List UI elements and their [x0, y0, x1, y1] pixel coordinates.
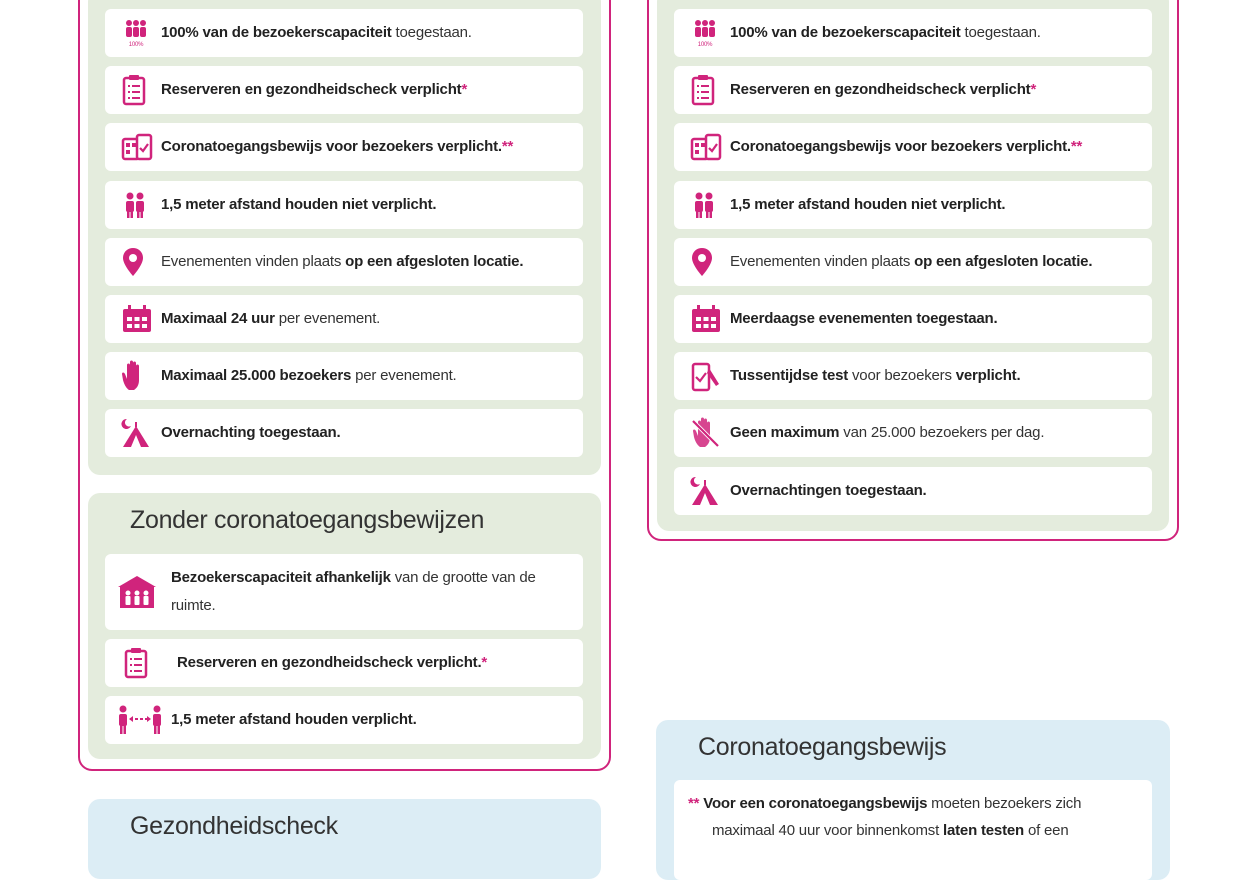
bold-text: op een afgesloten locatie.: [914, 252, 1093, 270]
two-people-icon: [121, 188, 161, 222]
list-item: [105, 9, 583, 57]
pass-info-title: Coronatoegangsbewijs: [698, 733, 947, 761]
bold-text: Reserveren en gezondheidscheck verplicht.: [177, 654, 482, 671]
distance-people-icon: [117, 703, 171, 737]
list-item: [674, 352, 1152, 400]
clipboard-checklist-icon: [117, 646, 177, 680]
pass-info-line-1: [688, 790, 1081, 817]
footnote-marker: *: [1030, 81, 1037, 99]
list-item-text: [161, 191, 436, 219]
bold-text: Maximaal 24 uur: [161, 310, 275, 327]
pass-info-card: [674, 780, 1152, 880]
list-item-text: [730, 305, 997, 333]
bold-text: Bezoekerscapaciteit afhankelijk: [171, 569, 391, 586]
footnote-marker: **: [501, 138, 514, 156]
footnote-marker: **: [688, 795, 700, 812]
phone-test-icon: [690, 359, 730, 393]
bold-text: Coronatoegangsbewijs voor bezoekers verplicht.: [161, 138, 502, 156]
health-check-title: Gezondheidscheck: [130, 812, 338, 840]
list-item-text: [730, 362, 1020, 390]
location-pin-icon: [121, 245, 161, 279]
list-item: [105, 295, 583, 343]
svg-text:100%: 100%: [697, 42, 713, 48]
list-item-text: [730, 477, 927, 505]
regular-text: per evenement.: [274, 310, 381, 327]
regular-text: Evenementen vinden plaats: [161, 252, 346, 270]
bold-text: Geen maximum: [730, 424, 840, 442]
list-item-text: [730, 133, 1082, 161]
list-item-text: [730, 19, 1041, 47]
location-pin-icon: [690, 245, 730, 279]
qr-phone-pass-icon: [121, 130, 161, 164]
list-item-text: [161, 76, 467, 104]
bold-text: 1,5 meter afstand houden verplicht.: [171, 711, 417, 728]
list-item-text: [161, 19, 472, 47]
without-pass-title: Zonder coronatoegangsbewijzen: [130, 506, 485, 534]
bold-text: verplicht.: [955, 367, 1021, 385]
list-item: [674, 66, 1152, 114]
list-item: [105, 181, 583, 229]
regular-text: of een: [1023, 822, 1069, 839]
bold-text: 100% van de bezoekerscapaciteit: [730, 24, 961, 41]
list-item: [674, 409, 1152, 457]
venue-building-icon: [117, 575, 171, 609]
calendar-icon: [690, 302, 730, 336]
list-item-text: [730, 76, 1036, 104]
qr-phone-pass-icon: [690, 130, 730, 164]
regular-text: maximaal 40 uur voor binnenkomst: [712, 822, 944, 839]
regular-text: van 25.000 bezoekers per dag.: [839, 424, 1045, 442]
regular-text: per evenement.: [351, 367, 457, 385]
regular-text: toegestaan.: [391, 24, 472, 41]
raised-hand-icon: [121, 359, 161, 393]
bold-text: Overnachtingen toegestaan.: [730, 481, 927, 499]
tent-moon-icon: [690, 474, 730, 508]
svg-text:100%: 100%: [128, 42, 144, 48]
list-item-text: [171, 564, 571, 620]
list-item-text: [161, 305, 380, 333]
list-item: [105, 696, 583, 744]
list-item: [105, 123, 583, 171]
tent-moon-icon: [121, 416, 161, 450]
list-item-text: [730, 248, 1092, 276]
regular-text: moeten bezoekers zich: [927, 795, 1082, 812]
clipboard-checklist-icon: [690, 73, 730, 107]
list-item-text: [171, 706, 417, 734]
bold-text: op een afgesloten locatie.: [345, 252, 524, 270]
bold-text: 1,5 meter afstand houden niet verplicht.: [730, 195, 1006, 213]
list-item: [105, 238, 583, 286]
list-item: [674, 9, 1152, 57]
pass-info-text: [688, 790, 1081, 844]
list-item: [105, 66, 583, 114]
footnote-marker: **: [1070, 138, 1083, 156]
list-item-text: [177, 649, 487, 677]
bold-text: laten testen: [943, 822, 1024, 839]
list-item-text: [730, 191, 1005, 219]
list-item: [674, 295, 1152, 343]
list-item: [674, 238, 1152, 286]
list-item: [105, 409, 583, 457]
group-100-percent-icon: [690, 16, 730, 50]
bold-text: Tussentijdse test: [730, 367, 849, 385]
bold-text: Meerdaagse evenementen toegestaan.: [730, 310, 998, 327]
list-item-text: [161, 133, 513, 161]
two-people-icon: [690, 188, 730, 222]
list-item: [674, 467, 1152, 515]
list-item: [105, 639, 583, 687]
list-item-text: [161, 362, 457, 390]
bold-text: Coronatoegangsbewijs voor bezoekers verplicht.: [730, 138, 1071, 156]
bold-text: Reserveren en gezondheidscheck verplicht: [161, 81, 462, 99]
regular-text: van de grootte van de ruimte.: [171, 569, 536, 614]
list-item: [105, 352, 583, 400]
regular-text: voor bezoekers: [848, 367, 956, 385]
footnote-marker: *: [461, 81, 468, 99]
list-item: [105, 554, 583, 630]
regular-text: Evenementen vinden plaats: [730, 252, 915, 270]
list-item: [674, 181, 1152, 229]
calendar-icon: [121, 302, 161, 336]
hand-crossed-icon: [690, 416, 730, 450]
clipboard-checklist-icon: [121, 73, 161, 107]
regular-text: toegestaan.: [960, 24, 1041, 41]
bold-text: Voor een coronatoegangsbewijs: [703, 795, 928, 812]
list-item-text: [161, 419, 340, 447]
bold-text: Overnachting toegestaan.: [161, 424, 341, 442]
list-item-text: [730, 419, 1044, 447]
bold-text: Reserveren en gezondheidscheck verplicht: [730, 81, 1031, 99]
bold-text: 100% van de bezoekerscapaciteit: [161, 24, 392, 41]
bold-text: Maximaal 25.000 bezoekers: [161, 367, 352, 385]
footnote-marker: *: [481, 654, 488, 671]
group-100-percent-icon: [121, 16, 161, 50]
list-item: [674, 123, 1152, 171]
bold-text: 1,5 meter afstand houden niet verplicht.: [161, 195, 437, 213]
list-item-text: [161, 248, 523, 276]
